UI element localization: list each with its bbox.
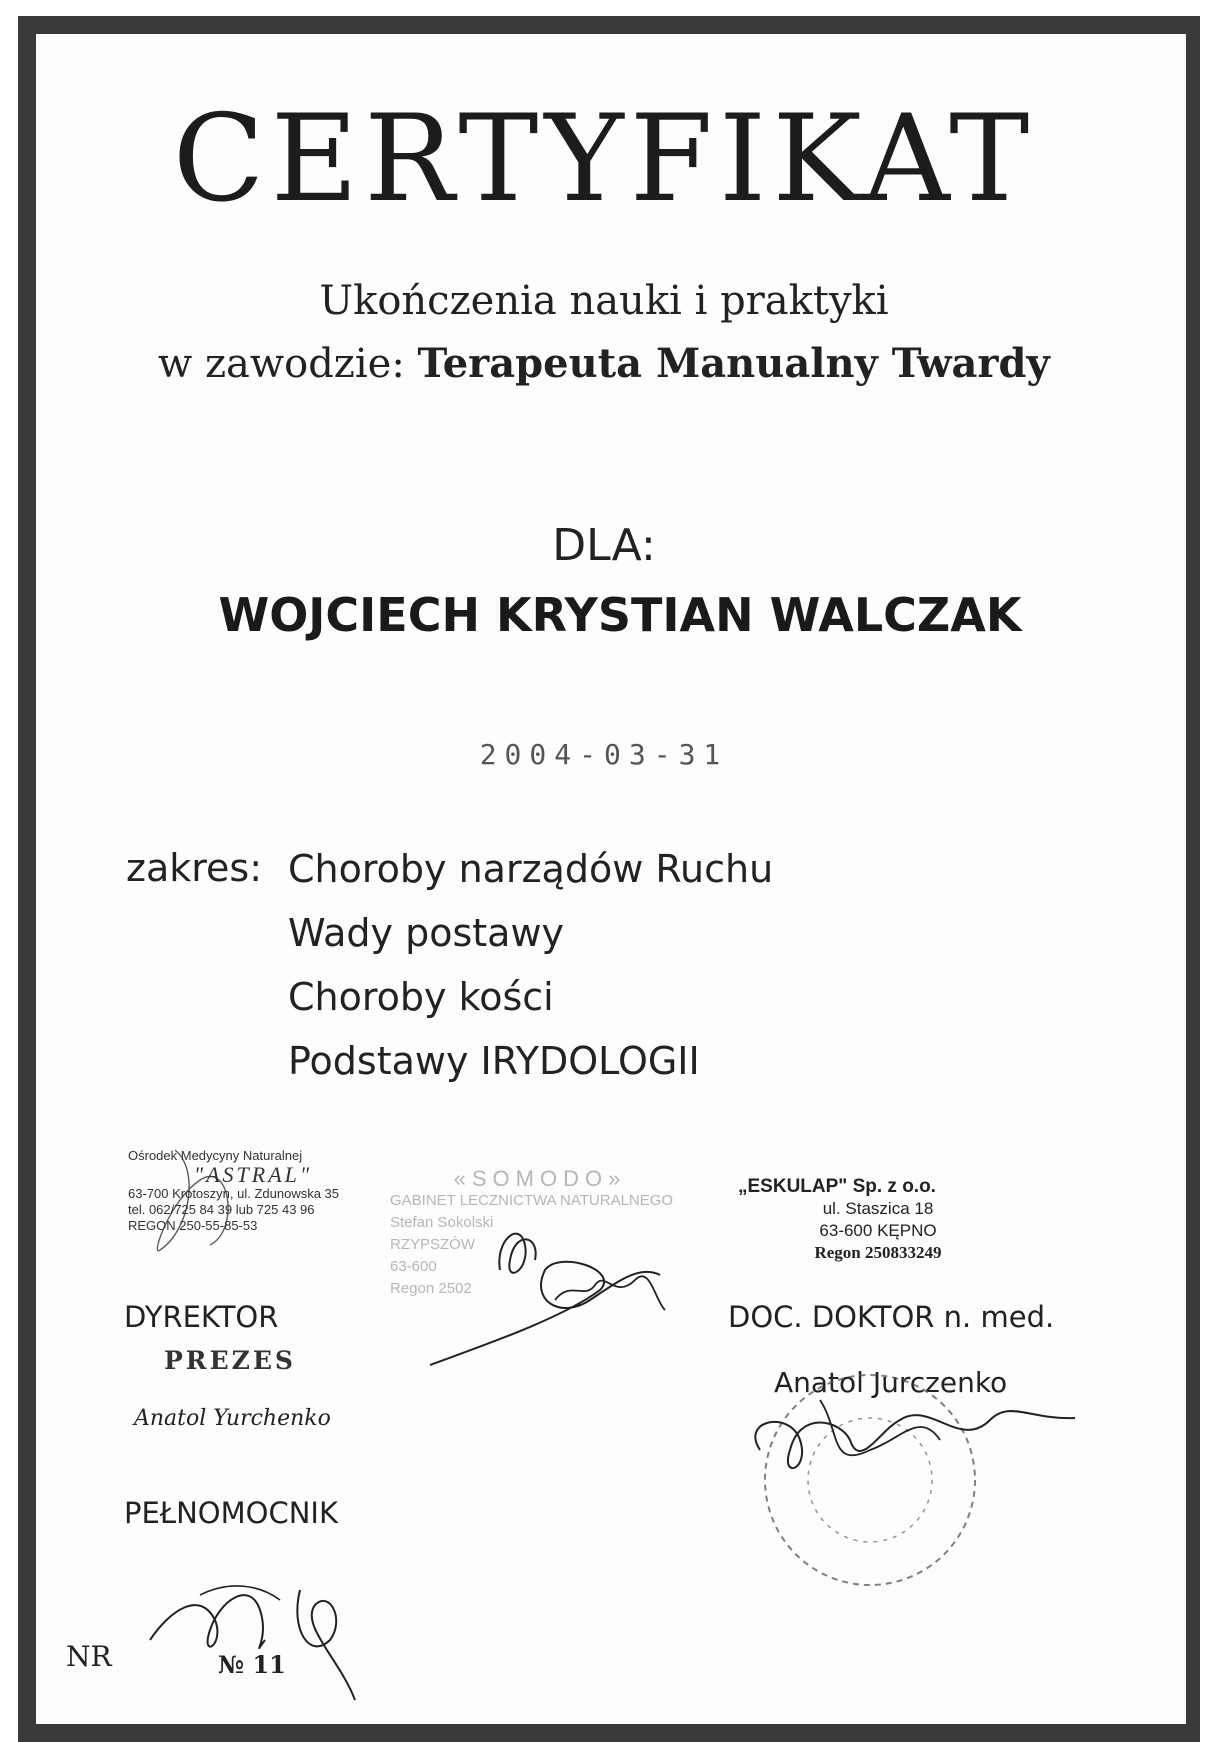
scope-label: zakres:: [126, 846, 263, 890]
doctor-name: Anatol Jurczenko: [774, 1366, 1008, 1399]
completion-line: Ukończenia nauki i praktyki: [319, 278, 889, 324]
profession-name: Terapeuta Manualny Twardy: [417, 340, 1050, 387]
astral-stamp-line: Ośrodek Medycyny Naturalnej: [128, 1148, 303, 1163]
president-role: PREZES: [164, 1346, 296, 1375]
scope-item: Podstawy IRYDOLOGII: [288, 1039, 700, 1083]
director-title: DYREKTOR: [124, 1300, 279, 1334]
issue-date: 2004-03-31: [479, 738, 729, 771]
proxy-title: PEŁNOMOCNIK: [124, 1496, 338, 1530]
clinic-stamp-line: Regon 2502: [390, 1280, 472, 1297]
director-name: Anatol Yurchenko: [134, 1406, 331, 1431]
astral-stamp-name: "ASTRAL": [193, 1162, 313, 1187]
doctor-title: DOC. DOKTOR n. med.: [728, 1300, 1055, 1334]
eskulap-city: 63-600 KĘPNO: [819, 1221, 937, 1240]
clinic-stamp-line: Stefan Sokolski: [390, 1214, 494, 1231]
astral-stamp: [128, 1148, 378, 1234]
clinic-stamp: [390, 1168, 690, 1328]
scope-item: Choroby narządów Ruchu: [288, 847, 774, 891]
astral-stamp-line: REGON 250-55-85-53: [128, 1218, 258, 1233]
astral-stamp-line: tel. 062/725 84 39 lub 725 43 96: [128, 1202, 315, 1217]
scope-item: Wady postawy: [288, 911, 565, 955]
clinic-stamp-line: GABINET LECZNICTWA NATURALNEGO: [390, 1192, 674, 1209]
profession-line: [158, 340, 1108, 387]
for-label: DLA:: [552, 520, 656, 571]
eskulap-street: ul. Staszica 18: [822, 1199, 934, 1218]
clinic-stamp-name: «SOMODO»: [453, 1166, 627, 1191]
eskulap-stamp: [738, 1176, 1018, 1264]
certificate-title: CERTYFIKAT: [172, 90, 1036, 229]
clinic-stamp-line: 63-600: [390, 1258, 437, 1275]
recipient-name: WOJCIECH KRYSTIAN WALCZAK: [218, 588, 1022, 642]
eskulap-firm: „ESKULAP" Sp. z o.o.: [738, 1176, 936, 1197]
profession-prefix: w zawodzie:: [158, 341, 418, 387]
scope-item: Choroby kości: [288, 975, 554, 1019]
number-label: NR: [66, 1640, 112, 1673]
clinic-stamp-line: RZYPSZÓW: [390, 1236, 475, 1253]
astral-stamp-line: 63-700 Krotoszyn, ul. Zdunowska 35: [128, 1186, 340, 1201]
eskulap-regon: Regon 250833249: [814, 1243, 942, 1262]
number-value: № 11: [218, 1650, 286, 1679]
scope-list: [288, 846, 773, 1102]
